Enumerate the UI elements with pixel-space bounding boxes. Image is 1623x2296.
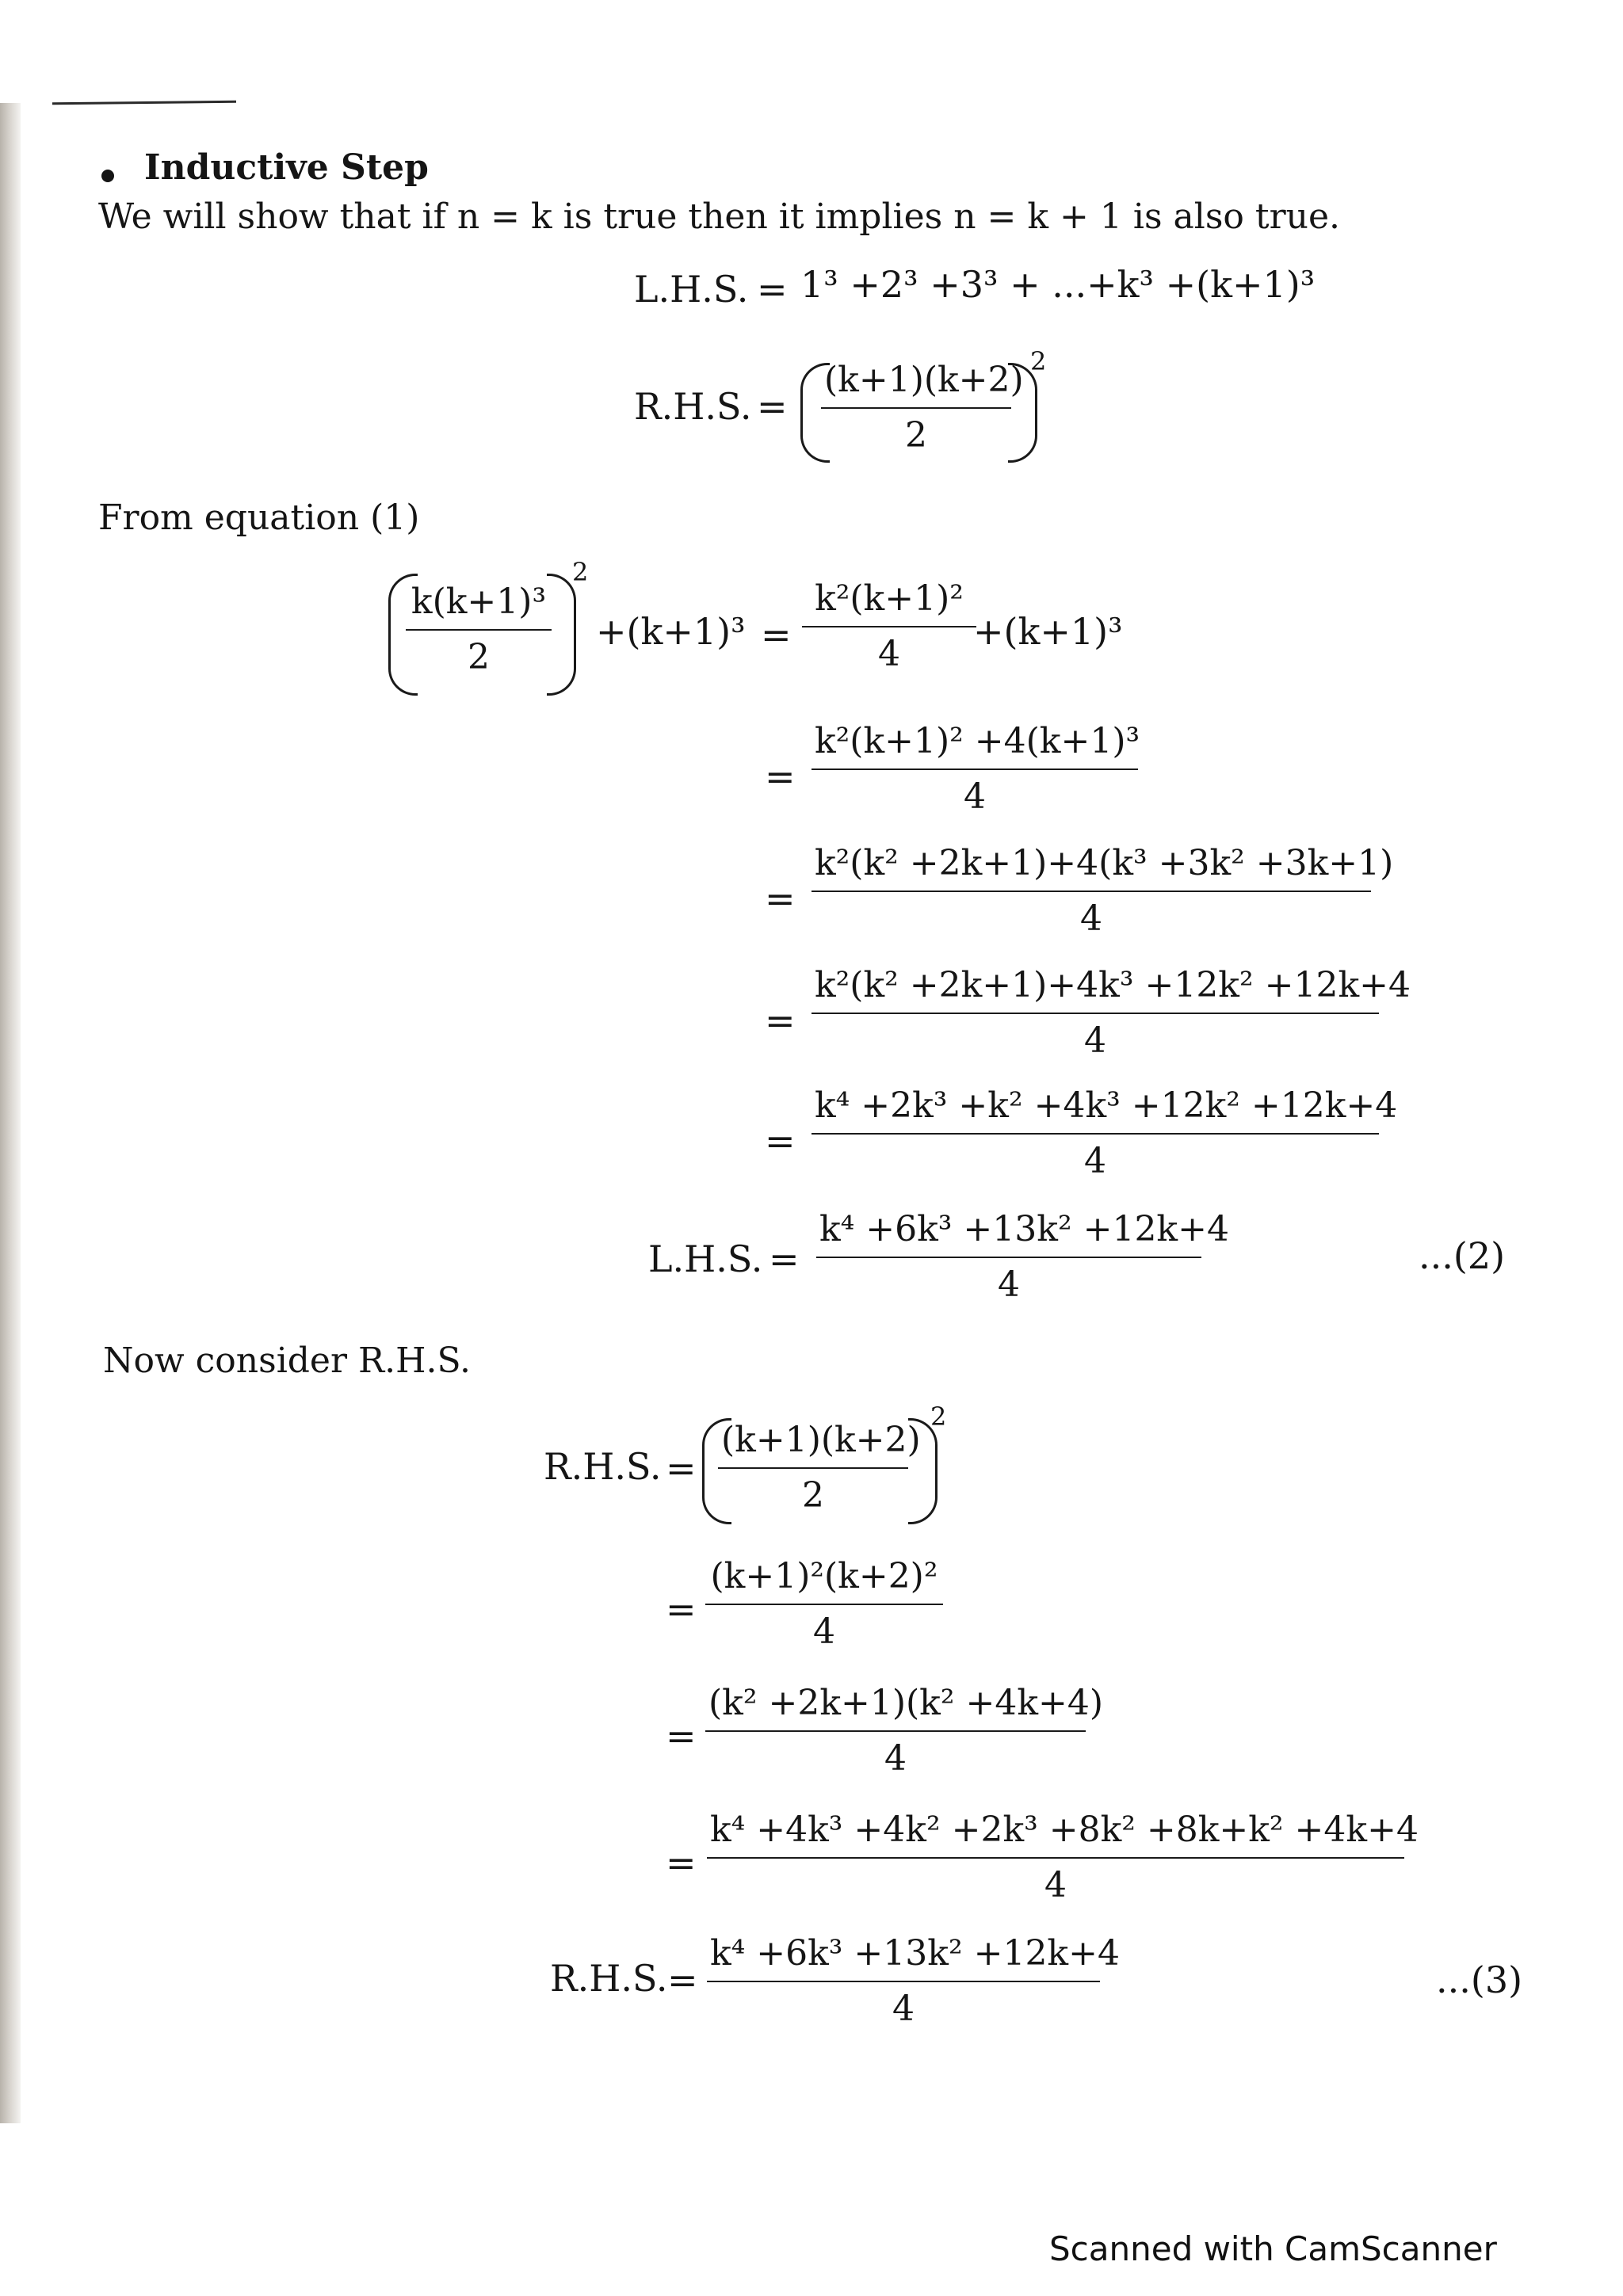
equals-sign: =: [765, 999, 796, 1042]
numerator: k(k+1)³: [406, 585, 552, 631]
lhs-start-fraction: [406, 582, 552, 677]
equals-sign: =: [769, 1238, 800, 1280]
numerator: k²(k² +2k+1)+4(k³ +3k² +3k+1): [812, 846, 1371, 892]
lhs-step-fraction: [812, 965, 1411, 1061]
rhs-fraction: [821, 360, 1024, 456]
lhs-step-fraction: [812, 721, 1140, 817]
numerator: k²(k² +2k+1)+4k³ +12k² +12k+4: [812, 968, 1379, 1014]
scan-edge-shadow: [0, 103, 21, 2123]
rhs-label: R.H.S.: [634, 385, 752, 428]
top-rule: [52, 101, 236, 105]
right-paren: [547, 574, 576, 696]
equals-sign: =: [666, 1841, 697, 1884]
intro-sentence: We will show that if n = k is true then it implies n = k + 1 is also true.: [98, 196, 1340, 237]
numerator: (k² +2k+1)(k² +4k+4): [705, 1686, 1086, 1732]
numerator: k⁴ +2k³ +k² +4k³ +12k² +12k+4: [812, 1089, 1379, 1135]
denominator: 4: [1084, 1141, 1106, 1181]
denominator: 4: [1044, 1865, 1067, 1905]
lhs-sum-expression: 1³ +2³ +3³ + ...+k³ +(k+1)³: [800, 263, 1316, 306]
numerator: k⁴ +4k³ +4k² +2k³ +8k² +8k+k² +4k+4: [707, 1813, 1404, 1859]
equals-sign: =: [666, 1588, 697, 1630]
lhs-label: L.H.S.: [634, 268, 749, 311]
plus-term: +(k+1)³: [596, 610, 746, 653]
lhs-label: L.H.S.: [648, 1238, 763, 1280]
bullet: [101, 170, 114, 182]
right-paren: [908, 1418, 938, 1524]
equation-tag: ...(2): [1419, 1234, 1506, 1277]
equals-sign: =: [761, 613, 792, 656]
equals-sign: =: [765, 755, 796, 798]
denominator: 4: [998, 1264, 1020, 1305]
numerator: k²(k+1)² +4(k+1)³: [812, 724, 1138, 770]
numerator: (k+1)(k+2): [821, 363, 1011, 409]
denominator: 4: [892, 1989, 915, 2029]
equals-sign: =: [757, 268, 788, 311]
lhs-step-fraction: [802, 578, 976, 674]
equals-sign: =: [765, 1119, 796, 1162]
equals-sign: =: [666, 1447, 697, 1489]
rhs-result-fraction: [707, 1933, 1120, 2029]
denominator: 4: [964, 776, 986, 817]
rhs-step-fraction: [707, 1810, 1419, 1905]
equals-sign: =: [667, 1958, 698, 2001]
rhs-start-fraction: [718, 1420, 921, 1516]
lhs-result-fraction: [816, 1209, 1229, 1305]
denominator: 4: [1084, 1020, 1106, 1061]
exponent: 2: [930, 1402, 947, 1432]
lhs-step-fraction: [812, 1085, 1398, 1181]
rhs-step-fraction: [705, 1683, 1104, 1779]
equals-sign: =: [757, 385, 788, 428]
exponent: 2: [1030, 346, 1047, 376]
equals-sign: =: [765, 877, 796, 920]
numerator: (k+1)²(k+2)²: [705, 1559, 943, 1605]
numerator: k⁴ +6k³ +13k² +12k+4: [707, 1936, 1100, 1982]
lhs-step-fraction: [812, 843, 1394, 939]
right-paren: [1008, 363, 1037, 463]
denominator: 4: [1080, 898, 1102, 939]
section-heading: Inductive Step: [144, 147, 429, 188]
rhs-label: R.H.S.: [550, 1957, 668, 2000]
numerator: k⁴ +6k³ +13k² +12k+4: [816, 1212, 1201, 1258]
denominator: 4: [878, 634, 900, 674]
scanner-watermark: Scanned with CamScanner: [1049, 2229, 1497, 2268]
denominator: 2: [468, 637, 490, 677]
denominator: 4: [813, 1611, 835, 1652]
rhs-step-fraction: [705, 1556, 943, 1652]
now-consider-text: Now consider R.H.S.: [103, 1341, 472, 1381]
equation-tag: ...(3): [1436, 1958, 1523, 2001]
rhs-label: R.H.S.: [544, 1445, 662, 1488]
from-equation-text: From equation (1): [98, 498, 420, 538]
plus-term: +(k+1)³: [973, 610, 1123, 653]
denominator: 2: [802, 1475, 824, 1516]
numerator: (k+1)(k+2): [718, 1423, 908, 1469]
denominator: 2: [905, 415, 927, 456]
equals-sign: =: [666, 1714, 697, 1757]
numerator: k²(k+1)²: [802, 582, 976, 627]
denominator: 4: [884, 1738, 907, 1779]
exponent: 2: [572, 557, 589, 587]
